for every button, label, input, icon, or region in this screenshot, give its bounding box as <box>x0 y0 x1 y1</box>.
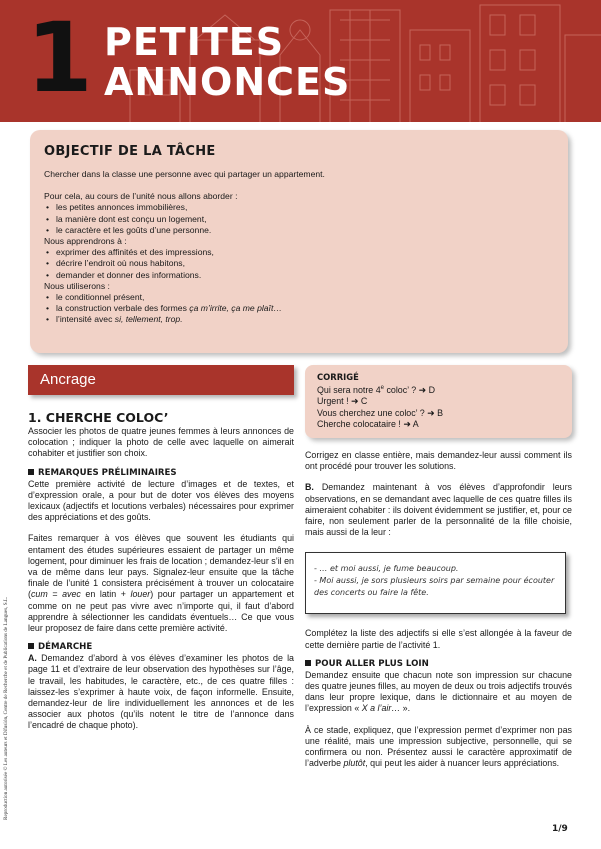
page-header <box>0 0 601 122</box>
corrige-line: Qui sera notre 4e coloc’ ? ➜ D <box>317 384 435 395</box>
list-item: • le caractère et les goûts d’une personne. <box>44 225 554 236</box>
page-number: 1/9 <box>552 824 568 834</box>
left-column <box>28 365 294 732</box>
list-item <box>44 303 554 314</box>
plus-loin-paragraph-2: À ce stade, expliquez, que l’expression permet d’exprimer non pas une réalité, mais une impression subjective, personnelle, qui se confirmera ou non. Présentez aussi le caractère approximatif de l’adverbe plutôt, qui peut les aider à nuancer leurs appréciations. <box>305 724 572 769</box>
complete-paragraph: Complétez la liste des adjectifs si elle s’est allongée à la faveur de cette dernière partie de l’activité 1. <box>305 628 572 650</box>
corrige-line: Cherche colocataire ! ➜ A <box>317 418 419 429</box>
objective-title: OBJECTIF DE LA TÂCHE <box>44 144 216 159</box>
objective-list-1 <box>44 202 554 236</box>
demarche-title: DÉMARCHE <box>38 642 93 653</box>
list-item: • le conditionnel présent, <box>44 292 554 303</box>
side-credit: Reproduction autorisée © Les auteurs et Difusión, Centre de Recherche et de Publications de Langues, S.L. <box>3 596 9 820</box>
handwritten-line: - … et moi aussi, je fume beaucoup. <box>314 564 459 574</box>
objective-list-2 <box>44 247 554 281</box>
section-title: 1. CHERCHE COLOC’ <box>28 410 169 425</box>
square-bullet-icon <box>305 660 311 666</box>
list-item-emphasis: ça m’irrite, ça me plaît… <box>189 303 282 314</box>
objective-lead-1: Pour cela, au cours de l’unité nous allons aborder : <box>44 191 238 202</box>
step-b-paragraph: B. Demandez maintenant à vos élèves d’approfondir leurs observations, en se demandant avec laquelle de ces quatre filles ils aimeraient cohabiter : ils doivent évidemment se justifier, et, pour ce faire, non seulement parler de la personnalité de la fille choisie, mais aussi de la leur : <box>305 482 572 538</box>
list-item <box>44 314 554 325</box>
objective-lead-2: Nous apprendrons à : <box>44 236 127 247</box>
remarques-paragraph-1: Cette première activité de lecture d’images et de textes, et d’expression orale, a pour but de doter vos élèves des moyens lexicaux (adjectifs et locutions verbales) nécessaires pour exprimer des appréciations et des goûts. <box>28 478 294 523</box>
remarques-heading <box>28 467 294 479</box>
objective-box <box>30 130 568 353</box>
handwritten-example-box <box>305 552 566 614</box>
plus-loin-heading <box>305 658 572 670</box>
list-item: • demander et donner des informations. <box>44 270 554 281</box>
section-intro: Associer les photos de quatre jeunes femmes à leurs annonces de colocation ; indiquer la photo de celle avec laquelle on aimerait cohabiter et justifier son choix. <box>28 426 294 459</box>
list-item: • la manière dont est conçu un logement, <box>44 214 554 225</box>
chapter-number: 1 <box>26 2 89 114</box>
demarche-heading <box>28 641 294 653</box>
correction-paragraph: Corrigez en classe entière, mais demandez-leur aussi comment ils ont procédé pour trouver les solutions. <box>305 450 572 472</box>
square-bullet-icon <box>28 643 34 649</box>
demarche-paragraph: A. Demandez d’abord à vos élèves d’examiner les photos de la page 11 et d’extraire de leur observation des hypothèses sur l’âge, le travail, les habitudes, le caractère, etc., de ces quatre filles : laissez-les s’exprimer à haute voix, de façon informelle. Ensuite, demandez-leur de lire individuellement les annonces et de les associer aux photos (qu’ils notent le titre de l’annonce dans l’encadré de chaque photo). <box>28 653 294 731</box>
list-item-emphasis: si, tellement, trop. <box>114 314 183 325</box>
remarques-paragraph-2: Faites remarquer à vos élèves que souvent les étudiants qui entament des études supérieures essaient de partager un même logement, pour diminuer les frais de location ; demandez-leur s’il en va de même dans leur pays. Signalez-leur ensuite que la tâche finale de l’unité 1 consistera précisément à trouver un colocataire (cum = avec en latin + louer) pour partager un appartement et comme on ne peut pas vivre avec n’importe qui, il faut d’abord apprendre à sélectionner les candidats éventuels… Ce que vous leur proposez de faire dans cette première activité. <box>28 533 294 634</box>
list-item-text: l’intensité avec <box>56 314 115 325</box>
chapter-title-line2: ANNONCES <box>104 60 351 104</box>
list-item: • les petites annonces immobilières, <box>44 202 554 213</box>
objective-intro: Chercher dans la classe une personne avec qui partager un appartement. <box>44 169 325 179</box>
corrige-line: Urgent ! ➜ C <box>317 396 368 407</box>
list-item: • exprimer des affinités et des impressions, <box>44 247 554 258</box>
chapter-title-line1: PETITES <box>104 20 285 64</box>
objective-lead-3: Nous utiliserons : <box>44 280 110 291</box>
list-item-text: la construction verbale des formes <box>56 303 190 314</box>
chapter-title <box>104 22 350 102</box>
square-bullet-icon <box>28 469 34 475</box>
list-item: • décrire l’endroit où nous habitons, <box>44 258 554 269</box>
corrige-box <box>305 365 572 438</box>
step-label: B. <box>305 482 314 493</box>
ancrage-banner: Ancrage <box>28 365 294 395</box>
objective-list-3 <box>44 292 554 326</box>
corrige-line: Vous cherchez une coloc’ ? ➜ B <box>317 407 444 418</box>
plus-loin-title: POUR ALLER PLUS LOIN <box>315 658 429 669</box>
remarques-title: REMARQUES PRÉLIMINAIRES <box>38 467 177 478</box>
handwritten-line: - Moi aussi, je sors plusieurs soirs par semaine pour écouter des concerts ou faire la fête. <box>314 576 555 598</box>
corrige-label: CORRIGÉ <box>317 372 359 382</box>
plus-loin-paragraph-1: Demandez ensuite que chacun note son impression sur chacune des quatre jeunes filles, au moyen de deux ou trois adjectifs trouvés dans leur propre lexique, dans le dictionnaire et au moyen de l’expression « X a l’air… ». <box>305 669 572 714</box>
right-column <box>305 365 572 769</box>
step-label: A. <box>28 653 37 664</box>
